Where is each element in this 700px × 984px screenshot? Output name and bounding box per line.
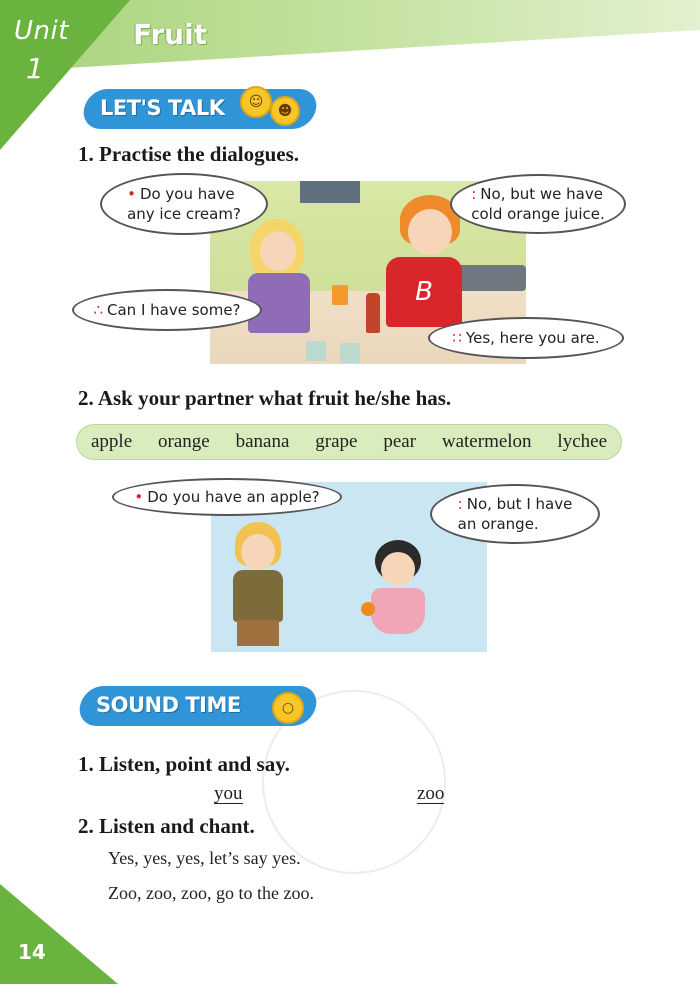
girl2-dress	[371, 588, 425, 634]
word-you: you	[214, 783, 243, 804]
orange-fruit	[361, 602, 375, 616]
page-corner	[0, 884, 118, 984]
cabinet	[300, 181, 360, 203]
speech-bubble-left: • Do you have an apple?	[112, 478, 342, 516]
unit-label: Unit	[14, 16, 69, 46]
unit-title: Fruit	[133, 18, 208, 51]
word-watermelon: watermelon	[441, 431, 532, 452]
word-orange: orange	[158, 431, 210, 452]
speech-bubble-top-left: • Do you have any ice cream?	[100, 173, 268, 235]
glass-1	[306, 341, 326, 361]
word-lychee: lychee	[557, 431, 607, 452]
word-grape: grape	[315, 431, 358, 452]
question-2-heading: 2. Ask your partner what fruit he/she has.	[78, 386, 452, 410]
girl2-face	[381, 552, 415, 586]
juice-glass	[332, 285, 348, 305]
chant-line-1: Yes, yes, yes, let’s say yes.	[108, 848, 301, 868]
juice-bottle	[366, 293, 380, 333]
surprised-face-icon: ○	[272, 692, 304, 724]
word-zoo: zoo	[417, 783, 445, 804]
boy-shirt: B	[386, 257, 462, 327]
boy2-shorts	[237, 620, 279, 646]
speech-bubble-top-right: : No, but we have cold orange juice.	[450, 174, 626, 234]
laugh-face-icon: ☻	[270, 96, 300, 126]
unit-number: 1	[26, 52, 44, 85]
girl-face	[260, 231, 296, 271]
page-number: 14	[18, 940, 46, 964]
glass-2	[340, 343, 360, 363]
speech-bubble-bottom-left: ∴ Can I have some?	[72, 289, 262, 331]
question-1-heading: 1. Practise the dialogues.	[78, 142, 300, 166]
speech-bubble-right: : No, but I have an orange.	[430, 484, 600, 544]
boy2-shirt	[233, 570, 283, 622]
smile-face-icon: ☺	[240, 86, 272, 118]
boy-face	[408, 209, 452, 255]
boy2-face	[241, 534, 275, 570]
speech-bubble-bottom-right: ∷ Yes, here you are.	[428, 317, 624, 359]
fruit-word-bank	[76, 424, 622, 460]
lets-talk-title: LET'S TALK	[100, 96, 225, 120]
word-pear: pear	[383, 431, 417, 452]
stove	[454, 265, 526, 291]
chant-line-2: Zoo, zoo, zoo, go to the zoo.	[108, 883, 314, 903]
sound-question-1-heading: 1. Listen, point and say.	[78, 752, 290, 776]
word-apple: apple	[91, 431, 133, 452]
word-banana: banana	[235, 431, 290, 452]
sound-question-2-heading: 2. Listen and chant.	[78, 814, 255, 838]
sound-time-title: SOUND TIME	[96, 693, 241, 717]
